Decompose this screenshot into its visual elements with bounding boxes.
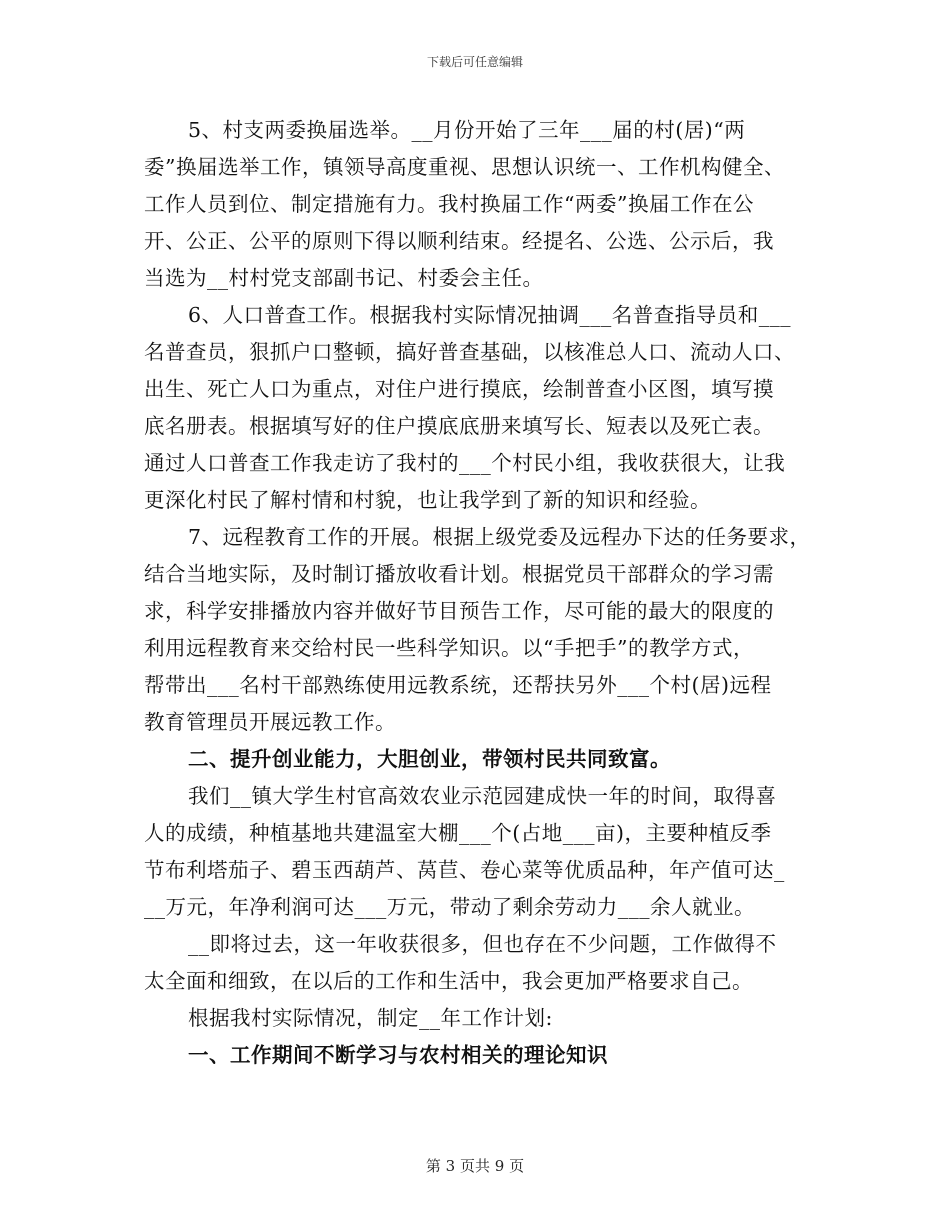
text-line: __即将过去，这一年收获很多，但也存在不少问题，工作做得不: [188, 932, 777, 956]
text-line: 太全面和细致，在以后的工作和生活中，我会更加严格要求自己。: [144, 969, 753, 993]
text-line: 5、村支两委换届选举。__月份开始了三年___届的村(居)“两: [188, 118, 746, 142]
text-line: 通过人口普查工作我走访了我村的___个村民小组，我收获很大，让我: [144, 451, 786, 475]
page-header: 下载后可任意编辑: [426, 55, 523, 69]
text-line: 更深化村民了解村情和村貌，也让我学到了新的知识和经验。: [144, 488, 711, 512]
section-heading: 二、提升创业能力，大胆创业，带领村民共同致富。: [188, 747, 671, 771]
text-line: 7、远程教育工作的开展。根据上级党委及远程办下达的任务要求，: [188, 525, 811, 549]
document-body: [144, 112, 834, 1074]
text-line: 6、人口普查工作。根据我村实际情况抽调___名普查指导员和___: [188, 303, 792, 327]
text-line: 结合当地实际，及时制订播放收看计划。根据党员干部群众的学习需: [144, 562, 774, 586]
text-line: 节布利塔茄子、碧玉西葫芦、莴苣、卷心菜等优质品种，年产值可达_: [144, 858, 785, 882]
text-line: __万元，年净利润可达___万元，带动了剩余劳动力___余人就业。: [144, 895, 755, 919]
text-line: 当选为__村村党支部副书记、村委会主任。: [144, 266, 544, 290]
text-line: 开、公正、公平的原则下得以顺利结束。经提名、公选、公示后，我: [144, 229, 774, 253]
text-line: 人的成绩，种植基地共建温室大棚___个(占地___亩)，主要种植反季: [144, 821, 772, 845]
text-line: 出生、死亡人口为重点，对住户进行摸底，绘制普查小区图，填写摸: [144, 377, 774, 401]
text-line: 名普查员，狠抓户口整顿，搞好普查基础，以核准总人口、流动人口、: [144, 340, 795, 364]
text-line: 委”换届选举工作，镇领导高度重视、思想认识统一、工作机构健全、: [144, 155, 785, 179]
text-line: 帮带出___名村干部熟练使用远教系统，还帮扶另外___个村(居)远程: [144, 673, 772, 697]
text-line: 教育管理员开展远教工作。: [144, 710, 396, 734]
text-line: 利用远程教育来交给村民一些科学知识。以“手把手”的教学方式，: [144, 636, 754, 660]
text-line: 根据我村实际情况，制定__年工作计划:: [188, 1006, 553, 1030]
text-line: 我们__镇大学生村官高效农业示范园建成快一年的时间，取得喜: [188, 784, 777, 808]
text-line: 求，科学安排播放内容并做好节目预告工作，尽可能的最大的限度的: [144, 599, 774, 623]
section-heading: 一、工作期间不断学习与农村相关的理论知识: [188, 1043, 608, 1067]
page-footer: 第 3 页共 9 页: [425, 1157, 525, 1175]
text-line: 工作人员到位、制定措施有力。我村换届工作“两委”换届工作在公: [144, 192, 754, 216]
text-line: 底名册表。根据填写好的住户摸底底册来填写长、短表以及死亡表。: [144, 414, 774, 438]
